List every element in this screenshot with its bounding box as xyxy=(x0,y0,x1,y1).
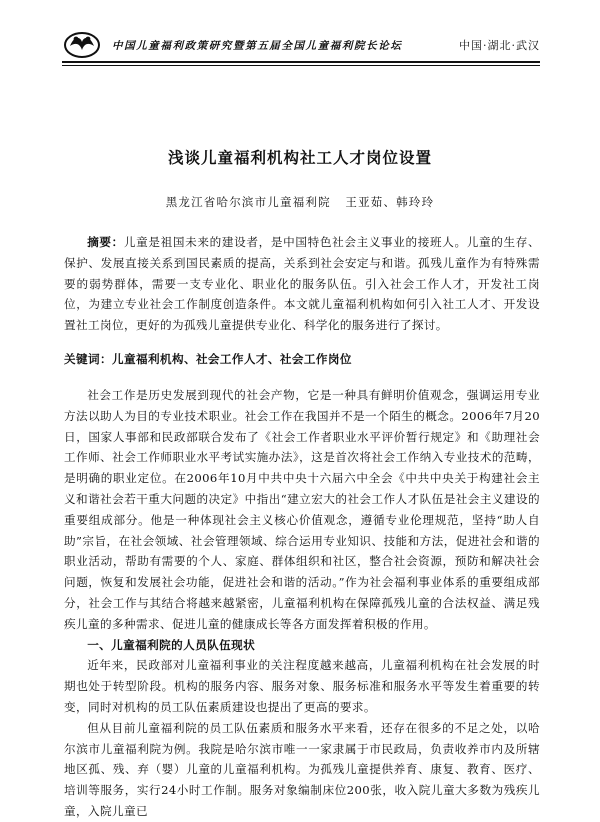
abstract-paragraph xyxy=(64,232,540,336)
main-body xyxy=(64,385,540,822)
body-paragraph: 社会工作是历史发展到现代的社会产物，它是一种具有鲜明价值观念，强调运用专业方法以助人为目的专业技术职业。社会工作在我国并不是一个陌生的概念。2006年7月20日，国家人事部和民政部联合发布了《社会工作者职业水平评价暂行规定》和《助理社会工作师、社会工作师职业水平考试实施办法》，这是首次将社会工作纳入专业技术的范畴，是明确的职业定位。在2006年10月中共中央十六届六中全会《中共中央关于构建社会主义和谐社会若干重大问题的决定》中指出“建立宏大的社会工作人才队伍是社会主义建设的重要组成部分。他是一种体现社会主义核心价值观念，遵循专业伦理规范，坚持“助人自助”宗旨，在社会领域、社会管理领域、综合运用专业知识、技能和方法，促进社会和谐的职业活动，帮助有需要的个人、家庭、群体组织和社区，整合社会资源，预防和解决社会问题，恢复和发展社会功能，促进社会和谐的活动。”作为社会福利事业体系的重要组成部分，社会工作与其结合将越来越紧密，儿童福利机构在保障孤残儿童的合法权益、满足残疾儿童的多种需求、促进儿童的健康成长等各方面发挥着积极的作用。 xyxy=(64,388,540,631)
abstract-label: 摘要： xyxy=(87,235,124,249)
keywords-label: 关键词： xyxy=(64,352,112,366)
header-rule-thick xyxy=(62,61,540,63)
article-title: 浅谈儿童福利机构社工人才岗位设置 xyxy=(167,148,432,167)
conference-logo-icon xyxy=(62,30,102,60)
author-line: 黑龙江省哈尔滨市儿童福利院 王亚茹、韩玲玲 xyxy=(165,195,435,209)
keywords xyxy=(64,349,540,370)
section-heading: 一、儿童福利院的人员队伍现状 xyxy=(87,637,256,652)
body-paragraph: 但从目前儿童福利院的员工队伍素质和服务水平来看，还存在很多的不足之处，以哈尔滨市儿童福利院为例。我院是哈尔滨市唯一一家隶属于市民政局，负责收养市内及所辖地区孤、残、弃（婴）儿童的儿童福利机构。为孤残儿童提供养育、康复、教育、医疗、培训等服务，实行24小时工作制。服务对象编制床位200张，收入院儿童大多数为残疾儿童，入院儿童已 xyxy=(64,720,540,818)
header-rule-thin xyxy=(62,65,540,66)
body-paragraph: 近年来，民政部对儿童福利事业的关注程度越来越高，儿童福利机构在社会发展的时期也处于转型阶段。机构的服务内容、服务对象、服务标准和服务水平等发生着重要的转变，同时对机构的员工队伍素质建设也提出了更高的要求。 xyxy=(64,658,540,714)
running-title: 中国儿童福利政策研究暨第五届全国儿童福利院长论坛 xyxy=(112,40,403,52)
running-header xyxy=(62,30,540,60)
abstract xyxy=(64,232,540,336)
keywords-text: 儿童福利机构、社会工作人才、社会工作岗位 xyxy=(111,352,352,366)
running-location: 中国·湖北·武汉 xyxy=(459,39,540,52)
abstract-text: 儿童是祖国未来的建设者，是中国特色社会主义事业的接班人。儿童的生存、保护、发展直接关系到国民素质的提高，关系到社会安定与和谐。孤残儿童作为有特殊需要的弱势群体，需要一支专业化、职业化的服务队伍。引入社会工作人才，开发社工岗位，为建立专业社会工作制度创造条件。本文就儿童福利机构如何引入社工人才、开发设置社工岗位，更好的为孤残儿童提供专业化、科学化的服务进行了探讨。 xyxy=(64,235,540,333)
